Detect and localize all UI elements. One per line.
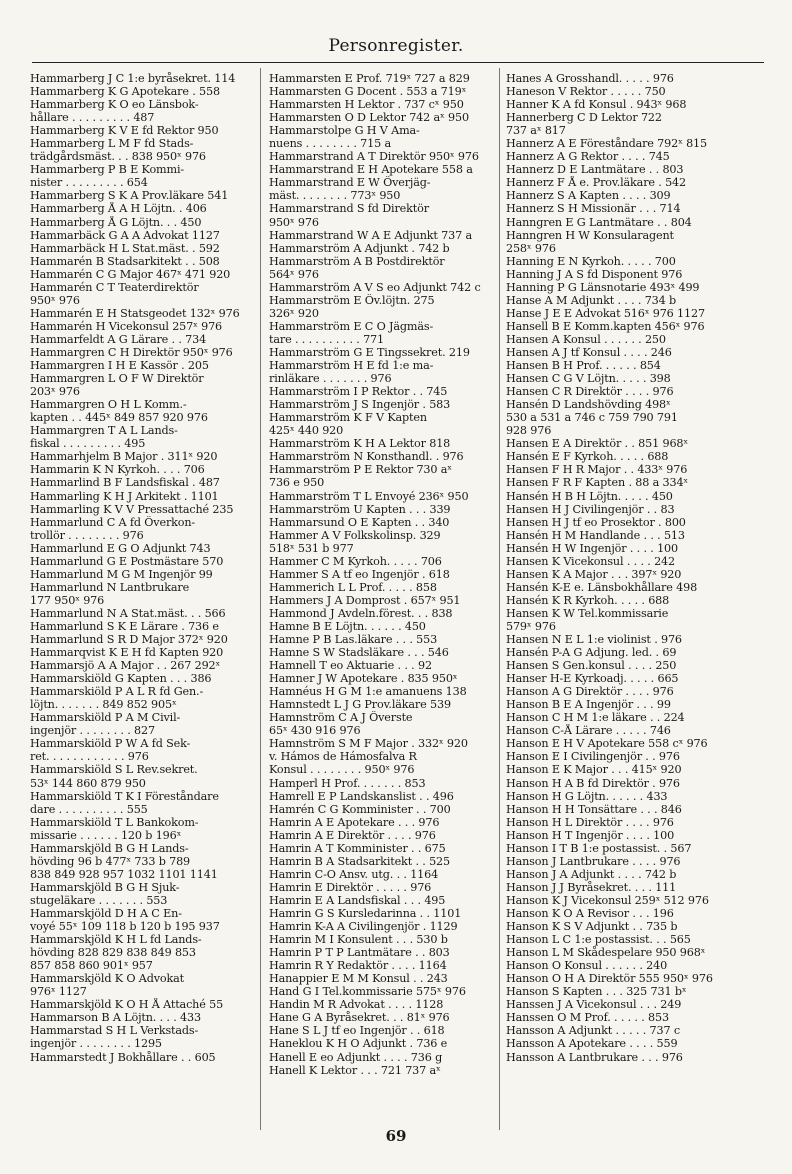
register-entry: Hanson J A Adjunkt . . . . 742 b bbox=[506, 867, 677, 881]
register-entry: Hanning J A S fd Disponent 976 bbox=[506, 267, 683, 281]
register-entry: nister . . . . . . . . . 654 bbox=[30, 176, 148, 190]
register-entry: Hanson E H V Apotekare 558 cˣ 976 bbox=[506, 737, 708, 751]
page-number: 69 bbox=[385, 1127, 407, 1145]
register-entry: Hansen C R Direktör . . . . 976 bbox=[506, 385, 674, 399]
register-entry: ret. . . . . . . . . . . . 976 bbox=[30, 750, 149, 764]
register-entry: 530 a 531 a 746 c 759 790 791 bbox=[506, 411, 678, 425]
register-entry: Hanse A M Adjunkt . . . . 734 b bbox=[506, 293, 677, 307]
register-entry: Hamnström C A J Överste bbox=[269, 711, 413, 725]
register-entry: v. Hámos de Hámosfalva R bbox=[269, 750, 417, 764]
register-entry: mäst. . . . . . . . 773ˣ 950 bbox=[269, 189, 401, 203]
register-column-3 bbox=[506, 72, 774, 1124]
register-entry: Hanson B E A Ingenjör . . . 99 bbox=[506, 698, 671, 712]
register-entry: Hanner K A fd Konsul . 943ˣ 968 bbox=[506, 98, 687, 112]
register-entry: Hanngren E G Lantmätare . . 804 bbox=[506, 215, 692, 229]
register-entry: Hammarström A V S eo Adjunkt 742 c bbox=[269, 280, 481, 294]
register-entry: Hamrin A E Direktör . . . . 976 bbox=[269, 828, 436, 842]
register-entry: Hammarström N Konsthandl. . 976 bbox=[269, 450, 464, 464]
register-entry: ingenjör . . . . . . . . 827 bbox=[30, 724, 155, 738]
register-entry: 53ˣ 144 860 879 950 bbox=[30, 776, 146, 790]
register-entry: Hanappier E M M Konsul . . 243 bbox=[269, 972, 448, 986]
register-entry: Haneson V Rektor . . . . . 750 bbox=[506, 85, 666, 99]
register-entry: Hamnstedt L J G Prov.läkare 539 bbox=[269, 698, 451, 712]
register-entry: Hansen A J tf Konsul . . . . 246 bbox=[506, 345, 672, 359]
register-entry: Hansén H W Ingenjör . . . . 100 bbox=[506, 541, 678, 555]
register-entry: Hamrin E A Landsfiskal . . . 495 bbox=[269, 893, 446, 907]
register-entry: Hammarskjöld B G H Lands- bbox=[30, 841, 189, 855]
register-entry: Hammarstrand A T Direktör 950ˣ 976 bbox=[269, 150, 479, 164]
register-entry: Hamrin E Direktör . . . . . 976 bbox=[269, 880, 432, 894]
column-divider bbox=[499, 68, 500, 1130]
register-entry: Hanngren H W Konsularagent bbox=[506, 228, 674, 242]
register-entry: Hamrin A E Apotekare . . . 976 bbox=[269, 815, 440, 829]
register-entry: Hammarberg Å G Löjtn. . . 450 bbox=[30, 215, 202, 229]
register-entry: Hansén K-E e. Länsbokhållare 498 bbox=[506, 580, 698, 594]
register-entry: Hammarskjöld K O Advokat bbox=[30, 972, 184, 986]
register-entry: Hammarskjöld D H A C En- bbox=[30, 907, 182, 920]
register-entry: Hammarlund S K E Lärare . 736 e bbox=[30, 619, 219, 633]
register-entry: Hanson L M Skådespelare 950 968ˣ bbox=[506, 946, 706, 960]
register-entry: Hammarstedt J Bokhållare . . 605 bbox=[30, 1050, 216, 1064]
register-entry: Hand G I Tel.kommissarie 575ˣ 976 bbox=[269, 985, 466, 999]
register-entry: Hanson J Lantbrukare . . . . 976 bbox=[506, 854, 681, 868]
register-entry: 857 858 860 901ˣ 957 bbox=[30, 959, 153, 973]
register-entry: Hanson K S V Adjunkt . . 735 b bbox=[506, 920, 678, 934]
register-entry: 736 e 950 bbox=[269, 476, 325, 490]
register-entry: 976ˣ 1127 bbox=[30, 985, 87, 999]
register-entry: fiskal . . . . . . . . . 495 bbox=[30, 437, 146, 451]
register-entry: Hammarström K H A Lektor 818 bbox=[269, 437, 451, 451]
register-entry: Hammarhjelm B Major . 311ˣ 920 bbox=[30, 450, 218, 464]
register-entry: Hammarberg K G Apotekare . 558 bbox=[30, 85, 220, 99]
register-entry: rinläkare . . . . . . . 976 bbox=[269, 372, 392, 386]
register-entry: Hammarström K F V Kapten bbox=[269, 411, 427, 425]
register-entry: Hamrin R Y Redaktör . . . . 1164 bbox=[269, 959, 447, 973]
register-entry: Hammarskiöld P A L R fd Gen.- bbox=[30, 685, 204, 699]
register-entry: Hammarskiöld P A M Civil- bbox=[30, 711, 181, 725]
register-entry: Hammarsten E Prof. 719ˣ 727 a 829 bbox=[269, 72, 470, 85]
register-entry: Hanssen J A Vicekonsul . . . 249 bbox=[506, 998, 682, 1012]
register-entry: Hammarsund O E Kapten . . 340 bbox=[269, 515, 450, 529]
register-entry: Hammargren C H Direktör 950ˣ 976 bbox=[30, 345, 233, 359]
register-entry: Hansen E A Direktör . . 851 968ˣ bbox=[506, 437, 688, 451]
register-entry: löjtn. . . . . . . 849 852 905ˣ bbox=[30, 698, 177, 712]
register-entry: Hanser H-E Kyrkoadj. . . . . 665 bbox=[506, 672, 679, 686]
register-entry: Hammarstrand E H Apotekare 558 a bbox=[269, 163, 473, 177]
register-entry: Hammargren O H L Komm.- bbox=[30, 398, 187, 412]
register-entry: Hansen F R F Kapten . 88 a 334ˣ bbox=[506, 476, 689, 490]
register-entry: trädgårdsmäst. . . 838 950ˣ 976 bbox=[30, 150, 206, 164]
register-entry: Hansén E F Kyrkoh. . . . . 688 bbox=[506, 450, 669, 464]
register-entry: stugeläkare . . . . . . . 553 bbox=[30, 893, 168, 907]
register-entry: voyé 55ˣ 109 118 b 120 b 195 937 bbox=[30, 920, 220, 934]
register-entry: Hamrin K-A A Civilingenjör . 1129 bbox=[269, 920, 458, 934]
register-entry: Hammarlund N A Stat.mäst. . . 566 bbox=[30, 606, 226, 620]
register-entry: Hammarlund S R D Major 372ˣ 920 bbox=[30, 633, 228, 647]
register-entry: Hamnström S M F Major . 332ˣ 920 bbox=[269, 737, 468, 751]
register-entry: Hamnell T eo Aktuarie . . . 92 bbox=[269, 659, 432, 673]
register-entry: Hamperl H Prof. . . . . . . 853 bbox=[269, 776, 426, 790]
register-entry: Hanes A Grosshandl. . . . . 976 bbox=[506, 72, 674, 85]
register-entry: ingenjör . . . . . . . . 1295 bbox=[30, 1037, 162, 1051]
register-entry: Hannerz D E Lantmätare . . 803 bbox=[506, 163, 684, 177]
register-entry: Hamrin G S Kursledarinna . . 1101 bbox=[269, 907, 462, 920]
register-entry: Hanson K O A Revisor . . . 196 bbox=[506, 907, 674, 920]
register-entry: hövding 828 829 838 849 853 bbox=[30, 946, 196, 960]
register-entry: hövding 96 b 477ˣ 733 b 789 bbox=[30, 854, 191, 868]
register-entry: Hanson I T B 1:e postassist. . 567 bbox=[506, 841, 692, 855]
register-entry: Hammarström I P Rektor . . 745 bbox=[269, 385, 448, 399]
register-entry: Hammarberg K V E fd Rektor 950 bbox=[30, 124, 219, 138]
register-entry: Hammerich L L Prof. . . . . 858 bbox=[269, 580, 437, 594]
register-entry: Hansson A Apotekare . . . . 559 bbox=[506, 1037, 678, 1051]
register-entry: Hansell B E Komm.kapten 456ˣ 976 bbox=[506, 319, 705, 333]
register-entry: Hansen A Konsul . . . . . . 250 bbox=[506, 332, 666, 346]
register-entry: Hammarberg L M F fd Stads- bbox=[30, 137, 194, 151]
register-entry: Hansen K W Tel.kommissarie bbox=[506, 606, 669, 620]
register-entry: 737 aˣ 817 bbox=[506, 124, 566, 138]
register-entry: Hammarström E Öv.löjtn. 275 bbox=[269, 293, 435, 307]
register-entry: 326ˣ 920 bbox=[269, 306, 319, 320]
register-entry: Hansen H J tf eo Prosektor . 800 bbox=[506, 515, 686, 529]
register-entry: Hanson H A B fd Direktör . 976 bbox=[506, 776, 680, 790]
register-entry: trollör . . . . . . . . 976 bbox=[30, 528, 144, 542]
register-entry: Hammarlind B F Landsfiskal . 487 bbox=[30, 476, 220, 490]
register-column-1 bbox=[30, 72, 252, 1124]
register-entry: Hansson A Lantbrukare . . . 976 bbox=[506, 1050, 683, 1064]
register-entry: Hanssen O M Prof. . . . . . 853 bbox=[506, 1011, 669, 1025]
register-entry: Hammarén B Stadsarkitekt . . 508 bbox=[30, 254, 220, 268]
register-entry: Hanson S Kapten . . . 325 731 bˣ bbox=[506, 985, 687, 999]
register-entry: Hannerberg C D Lektor 722 bbox=[506, 111, 662, 125]
register-entry: Hanson H L Direktör . . . . 976 bbox=[506, 815, 674, 829]
register-entry: hållare . . . . . . . . . 487 bbox=[30, 111, 155, 125]
register-entry: Hansen F H R Major . . 433ˣ 976 bbox=[506, 463, 688, 477]
register-entry: Hanson H G Löjtn. . . . . . 433 bbox=[506, 789, 668, 803]
register-entry: Hammer C M Kyrkoh. . . . . 706 bbox=[269, 554, 442, 568]
register-entry: Hammarström P E Rektor 730 aˣ bbox=[269, 463, 452, 477]
register-entry: Hammarstrand S fd Direktör bbox=[269, 202, 429, 216]
register-entry: 564ˣ 976 bbox=[269, 267, 319, 281]
register-entry: Hammer A V Folkskolinsp. 329 bbox=[269, 528, 441, 542]
register-entry: Hammargren T A L Lands- bbox=[30, 424, 178, 438]
register-entry: Haneklou K H O Adjunkt . 736 e bbox=[269, 1037, 448, 1051]
register-entry: Hanson H H Tonsättare . . . 846 bbox=[506, 802, 682, 816]
register-entry: Hammer S A tf eo Ingenjör . 618 bbox=[269, 567, 450, 581]
header-rule bbox=[32, 62, 764, 63]
register-entry: Hammarén C T Teaterdirektör bbox=[30, 280, 199, 294]
register-entry: Hammarsten H Lektor . 737 cˣ 950 bbox=[269, 98, 464, 112]
register-entry: Hansen B H Prof. . . . . . 854 bbox=[506, 359, 661, 373]
register-entry: Hanning E N Kyrkoh. . . . . 700 bbox=[506, 254, 676, 268]
register-entry: Hansen C G V Löjtn. . . . . 398 bbox=[506, 372, 671, 386]
register-entry: Hammarlund G E Postmästare 570 bbox=[30, 554, 224, 568]
register-entry: Hanson A G Direktör . . . . 976 bbox=[506, 685, 674, 699]
register-entry: Hamne B E Löjtn. . . . . . 450 bbox=[269, 619, 426, 633]
register-entry: Hamner J W Apotekare . 835 950ˣ bbox=[269, 672, 458, 686]
register-entry: Hansen K A Major . . . 397ˣ 920 bbox=[506, 567, 682, 581]
register-entry: 950ˣ 976 bbox=[269, 215, 319, 229]
register-entry: Hammarberg K O eo Länsbok- bbox=[30, 98, 199, 112]
register-entry: Hammarling K H J Arkitekt . 1101 bbox=[30, 489, 219, 503]
register-entry: tare . . . . . . . . . . 771 bbox=[269, 332, 384, 346]
column-divider bbox=[260, 68, 261, 1130]
register-entry: Hammarson B A Löjtn. . . . 433 bbox=[30, 1011, 201, 1025]
register-entry: Hane G A Byråsekret. . . 81ˣ 976 bbox=[269, 1011, 450, 1025]
register-entry: 177 950ˣ 976 bbox=[30, 593, 105, 607]
register-entry: Hammarskjöld K O H Å Attaché 55 bbox=[30, 998, 224, 1012]
register-entry: Hammarberg P B E Kommi- bbox=[30, 163, 185, 177]
register-entry: Hannerz S H Missionär . . . 714 bbox=[506, 202, 681, 216]
register-entry: Hamrell E P Landskanslist . . 496 bbox=[269, 789, 454, 803]
register-entry: Hammarskiöld T L Bankokom- bbox=[30, 815, 199, 829]
register-entry: missarie . . . . . . 120 b 196ˣ bbox=[30, 828, 182, 842]
register-entry: Hammond J Avdeln.förest. . . 838 bbox=[269, 606, 453, 620]
register-entry: Hanson C-Å Lärare . . . . . 746 bbox=[506, 724, 671, 738]
register-entry: Hammarskiöld G Kapten . . . 386 bbox=[30, 672, 212, 686]
register-entry: Hammarström H E fd 1:e ma- bbox=[269, 359, 434, 373]
register-entry: Hannerz S A Kapten . . . . 309 bbox=[506, 189, 671, 203]
register-entry: Hammarstolpe G H V Ama- bbox=[269, 124, 420, 138]
register-entry: kapten . . 445ˣ 849 857 920 976 bbox=[30, 411, 208, 425]
register-entry: Hanson O Konsul . . . . . . 240 bbox=[506, 959, 668, 973]
register-entry: Hammarskiöld T K I Föreståndare bbox=[30, 789, 219, 803]
register-entry: Hammarström A B Postdirektör bbox=[269, 254, 445, 268]
register-entry: Hamrin C-O Ansv. utg. . . 1164 bbox=[269, 867, 439, 881]
register-entry: Hammarfeldt A G Lärare . . 734 bbox=[30, 332, 207, 346]
register-entry: Hammarlund N Lantbrukare bbox=[30, 580, 190, 594]
register-entry: 518ˣ 531 b 977 bbox=[269, 541, 354, 555]
register-entry: Hammarström U Kapten . . . 339 bbox=[269, 502, 451, 516]
register-entry: Hansén D Landshövding 498ˣ bbox=[506, 398, 671, 412]
register-entry: Hammarsjö A A Major . . 267 292ˣ bbox=[30, 659, 221, 673]
register-entry: Hammarberg Å A H Löjtn. . 406 bbox=[30, 202, 207, 216]
register-entry: Hansen H J Civilingenjör . . 83 bbox=[506, 502, 675, 516]
register-entry: Hammarstrand W A E Adjunkt 737 a bbox=[269, 228, 472, 242]
register-entry: Hammarskjöld K H L fd Lands- bbox=[30, 933, 202, 947]
register-entry: Hanell E eo Adjunkt . . . . 736 g bbox=[269, 1050, 443, 1064]
register-entry: Hanson E I Civilingenjör . . 976 bbox=[506, 750, 680, 764]
register-entry: Hammarskiöld S L Rev.sekret. bbox=[30, 763, 198, 777]
register-entry: Hansson A Adjunkt . . . . . 737 c bbox=[506, 1024, 680, 1038]
register-entry: Hammarbäck G A A Advokat 1127 bbox=[30, 228, 220, 242]
register-entry: Hammarling K V V Pressattaché 235 bbox=[30, 502, 234, 516]
register-entry: 65ˣ 430 916 976 bbox=[269, 724, 361, 738]
register-entry: Hansen S Gen.konsul . . . . 250 bbox=[506, 659, 677, 673]
register-entry: Hammarén E H Statsgeodet 132ˣ 976 bbox=[30, 306, 240, 320]
register-entry: Hammarsten G Docent . 553 a 719ˣ bbox=[269, 85, 467, 99]
register-entry: Hammarskjöld B G H Sjuk- bbox=[30, 880, 180, 894]
register-entry: Hanson K J Vicekonsul 259ˣ 512 976 bbox=[506, 893, 709, 907]
register-entry: Hammarstad S H L Verkstads- bbox=[30, 1024, 199, 1038]
register-entry: Hammarlund C A fd Överkon- bbox=[30, 515, 196, 529]
register-entry: Hannerz A G Rektor . . . . 745 bbox=[506, 150, 670, 164]
register-entry: Hamne S W Stadsläkare . . . 546 bbox=[269, 646, 449, 660]
register-entry: Hammarqvist K E H fd Kapten 920 bbox=[30, 646, 224, 660]
register-entry: Hanell K Lektor . . . 721 737 aˣ bbox=[269, 1063, 441, 1077]
register-entry: 950ˣ 976 bbox=[30, 293, 80, 307]
register-entry: dare . . . . . . . . . . 555 bbox=[30, 802, 148, 816]
register-entry: Hanson C H M 1:e läkare . . 224 bbox=[506, 711, 685, 725]
register-entry: Hanson J J Byråsekret. . . . 111 bbox=[506, 880, 677, 894]
register-entry: Hammargren I H E Kassör . 205 bbox=[30, 359, 209, 373]
register-column-2 bbox=[269, 72, 495, 1124]
register-entry: Hane S L J tf eo Ingenjör . . 618 bbox=[269, 1024, 445, 1038]
register-entry: Hammarström T L Envoyé 236ˣ 950 bbox=[269, 489, 469, 503]
register-entry: Hammarbäck H L Stat.mäst. . 592 bbox=[30, 241, 220, 255]
register-entry: 425ˣ 440 920 bbox=[269, 424, 344, 438]
register-entry: Hammarberg S K A Prov.läkare 541 bbox=[30, 189, 229, 203]
register-entry: Hammarström E C O Jägmäs- bbox=[269, 319, 434, 333]
register-entry: Hansen K Vicekonsul . . . . 242 bbox=[506, 554, 675, 568]
register-entry: Hanson L C 1:e postassist. . . 565 bbox=[506, 933, 691, 947]
register-entry: Hansén H B H Löjtn. . . . . 450 bbox=[506, 489, 673, 503]
register-entry: Hannerz F Å e. Prov.läkare . 542 bbox=[506, 176, 686, 190]
register-entry: Hammargren L O F W Direktör bbox=[30, 372, 204, 386]
register-entry: Hammarskiöld P W A fd Sek- bbox=[30, 737, 191, 751]
register-entry: Hammarlund M G M Ingenjör 99 bbox=[30, 567, 213, 581]
register-entry: Hanson E K Major . . . 415ˣ 920 bbox=[506, 763, 682, 777]
page-title: Personregister. bbox=[328, 36, 464, 56]
register-entry: 838 849 928 957 1032 1101 1141 bbox=[30, 867, 218, 881]
register-entry: Hanning P G Länsnotarie 493ˣ 499 bbox=[506, 280, 700, 294]
register-entry: Hammarberg J C 1:e byråsekret. 114 bbox=[30, 72, 236, 85]
register-entry: Hammarström A Adjunkt . 742 b bbox=[269, 241, 450, 255]
register-entry: Hansen N E L 1:e violinist . 976 bbox=[506, 633, 682, 647]
register-entry: Hammers J A Domprost . 657ˣ 951 bbox=[269, 593, 461, 607]
register-entry: Handin M R Advokat . . . . 1128 bbox=[269, 998, 444, 1012]
register-entry: Hammarén C G Major 467ˣ 471 920 bbox=[30, 267, 231, 281]
register-entry: Hammarin K N Kyrkoh. . . . 706 bbox=[30, 463, 205, 477]
register-entry: Hanson O H A Direktör 555 950ˣ 976 bbox=[506, 972, 713, 986]
register-entry: Hanson H T Ingenjör . . . . 100 bbox=[506, 828, 675, 842]
register-entry: Hannerz A E Föreståndare 792ˣ 815 bbox=[506, 137, 707, 151]
register-entry: Hamrin P T P Lantmätare . . 803 bbox=[269, 946, 450, 960]
register-entry: nuens . . . . . . . . 715 a bbox=[269, 137, 391, 151]
register-entry: Hamrin B A Stadsarkitekt . . 525 bbox=[269, 854, 450, 868]
register-entry: 928 976 bbox=[506, 424, 552, 438]
register-entry: Hamrin M I Konsulent . . . 530 b bbox=[269, 933, 448, 947]
register-entry: Hansén H M Handlande . . . 513 bbox=[506, 528, 685, 542]
register-entry: 203ˣ 976 bbox=[30, 385, 80, 399]
register-entry: Hamnéus H G M 1:e amanuens 138 bbox=[269, 685, 467, 699]
register-entry: Konsul . . . . . . . . 950ˣ 976 bbox=[269, 763, 415, 777]
register-entry: 258ˣ 976 bbox=[506, 241, 556, 255]
register-entry: Hammarsten O D Lektor 742 aˣ 950 bbox=[269, 111, 469, 125]
register-entry: Hammarstrand E W Överjäg- bbox=[269, 176, 431, 190]
register-entry: Hamrén C G Komminister . . 700 bbox=[269, 802, 451, 816]
register-entry: Hamrin A T Komminister . . 675 bbox=[269, 841, 446, 855]
register-entry: Hammarström J S Ingenjör . 583 bbox=[269, 398, 451, 412]
register-entry: Hansén K R Kyrkoh. . . . . 688 bbox=[506, 593, 670, 607]
register-entry: Hamne P B Las.läkare . . . 553 bbox=[269, 633, 438, 647]
register-entry: Hammarström G E Tingssekret. 219 bbox=[269, 345, 470, 359]
register-entry: 579ˣ 976 bbox=[506, 619, 556, 633]
register-entry: Hammarén H Vicekonsul 257ˣ 976 bbox=[30, 319, 223, 333]
register-entry: Hanse J E E Advokat 516ˣ 976 1127 bbox=[506, 306, 705, 320]
register-entry: Hansén P-A G Adjung. led. . 69 bbox=[506, 646, 677, 660]
register-entry: Hammarlund E G O Adjunkt 743 bbox=[30, 541, 211, 555]
